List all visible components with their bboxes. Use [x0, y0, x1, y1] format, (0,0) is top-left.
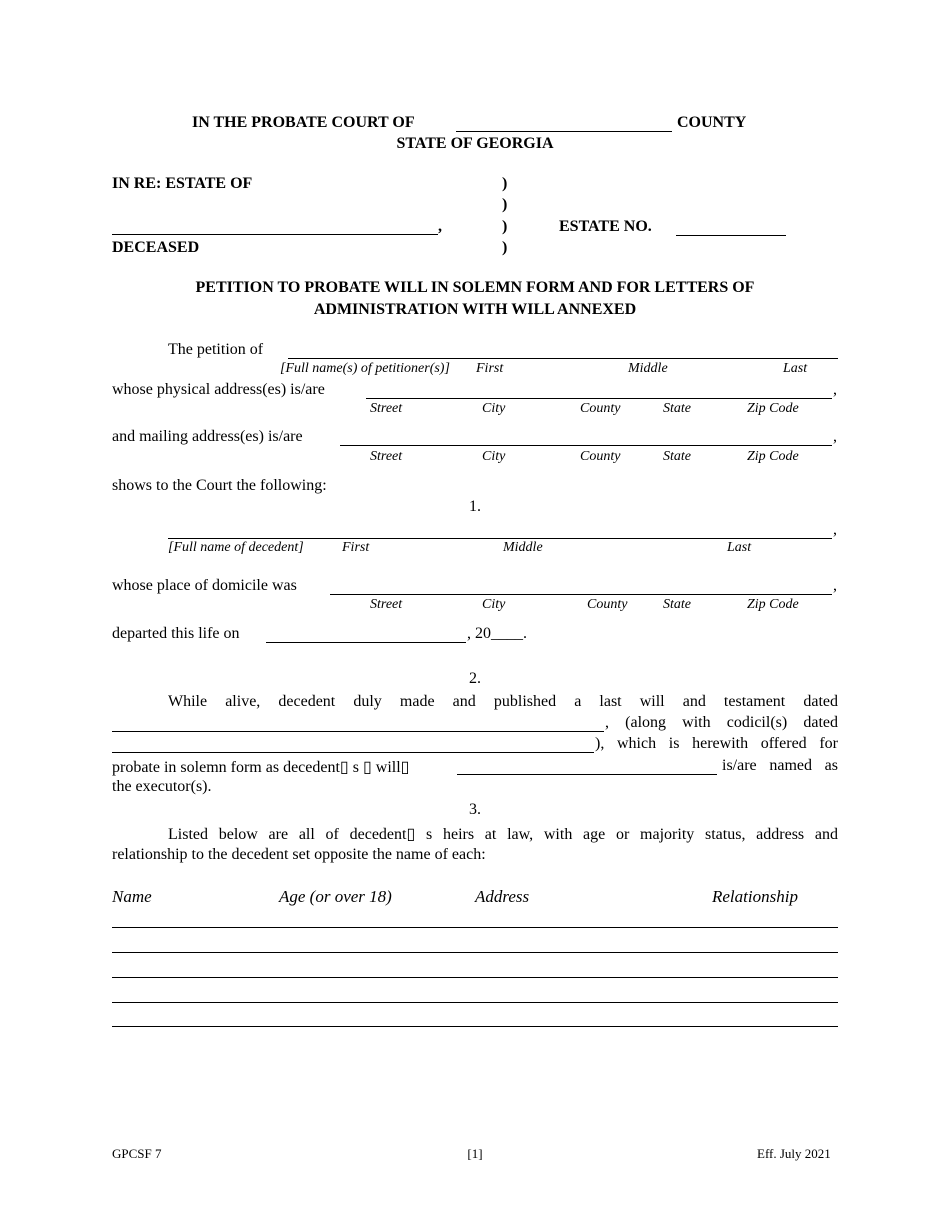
caption-paren: )	[502, 196, 508, 213]
physical-address-label: whose physical address(es) is/are	[112, 381, 325, 398]
state-label: STATE OF GEORGIA	[396, 135, 554, 152]
heirs-statement-line1: Listed below are all of decedent▯ s heirs at law, with age or majority status, address and	[168, 826, 838, 843]
in-re-label: IN RE: ESTATE OF	[112, 175, 253, 192]
deceased-label: DECEASED	[112, 239, 200, 256]
section-3-number: 3.	[469, 801, 481, 818]
city-hint: City	[482, 597, 506, 612]
heir-row-blank[interactable]	[112, 952, 838, 953]
col-name-header: Name	[112, 887, 152, 906]
county-blank[interactable]	[456, 131, 672, 132]
county-hint: County	[580, 449, 621, 464]
mailing-address-label: and mailing address(es) is/are	[112, 428, 303, 445]
comma: ,	[833, 521, 837, 538]
estate-no-label: ESTATE NO.	[559, 218, 652, 235]
city-hint: City	[482, 449, 506, 464]
decedent-name-blank[interactable]	[112, 234, 438, 235]
decedent-name-hint: [Full name of decedent]	[168, 540, 304, 555]
petitioner-middle-hint: Middle	[628, 361, 668, 376]
state-hint: State	[663, 597, 691, 612]
caption-paren: )	[502, 239, 508, 256]
petition-title-line2: ADMINISTRATION WITH WILL ANNEXED	[313, 301, 637, 318]
codicil-date-blank[interactable]	[112, 752, 594, 753]
heirs-statement-line2: relationship to the decedent set opposite the name of each:	[112, 846, 486, 863]
state-hint: State	[663, 401, 691, 416]
death-date-blank[interactable]	[266, 642, 466, 643]
decedent-full-name-blank[interactable]	[168, 538, 832, 539]
caption-paren: )	[502, 175, 508, 192]
will-date-blank[interactable]	[112, 731, 604, 732]
city-hint: City	[482, 401, 506, 416]
comma: ,	[833, 381, 837, 398]
zip-hint: Zip Code	[747, 401, 799, 416]
decedent-first-hint: First	[342, 540, 370, 555]
heir-row-blank[interactable]	[112, 1002, 838, 1003]
shows-label: shows to the Court the following:	[112, 477, 327, 494]
heir-row-blank[interactable]	[112, 977, 838, 978]
page-number: [1]	[467, 1146, 483, 1161]
heir-row-blank[interactable]	[112, 1026, 838, 1027]
col-relationship-header: Relationship	[712, 887, 798, 906]
decedent-middle-hint: Middle	[503, 540, 543, 555]
petitioner-first-hint: First	[476, 361, 504, 376]
death-year-label: , 20____.	[467, 625, 527, 642]
petition-of-label: The petition of	[168, 341, 264, 358]
caption-comma: ,	[438, 218, 442, 235]
petition-title-line1: PETITION TO PROBATE WILL IN SOLEMN FORM AND FOR LETTERS OF	[195, 279, 755, 296]
section-2-number: 2.	[469, 670, 481, 687]
petitioner-last-hint: Last	[783, 361, 808, 376]
domicile-blank[interactable]	[330, 594, 832, 595]
caption-paren: )	[502, 218, 508, 235]
zip-hint: Zip Code	[747, 449, 799, 464]
county-label: COUNTY	[677, 114, 747, 131]
petitioner-name-hint: [Full name(s) of petitioner(s)]	[280, 361, 450, 376]
probate-label: probate in solemn form as decedent▯ s ▯ will▯	[112, 759, 410, 776]
executor-label: the executor(s).	[112, 778, 212, 795]
county-hint: County	[580, 401, 621, 416]
street-hint: Street	[370, 449, 403, 464]
comma: ,	[833, 428, 837, 445]
col-age-header: Age (or over 18)	[279, 887, 392, 906]
court-label: IN THE PROBATE COURT OF	[192, 114, 415, 131]
offered-label: ), which is herewith offered for	[595, 735, 838, 752]
col-address-header: Address	[475, 887, 530, 906]
street-hint: Street	[370, 401, 403, 416]
street-hint: Street	[370, 597, 403, 612]
effective-date: Eff. July 2021	[757, 1146, 831, 1161]
comma: ,	[833, 577, 837, 594]
mailing-address-blank[interactable]	[340, 445, 832, 446]
departed-label: departed this life on	[112, 625, 240, 642]
petitioner-name-blank[interactable]	[288, 358, 838, 359]
decedent-last-hint: Last	[727, 540, 752, 555]
zip-hint: Zip Code	[747, 597, 799, 612]
section-1-number: 1.	[469, 498, 481, 515]
form-code: GPCSF 7	[112, 1146, 162, 1161]
named-as-label: is/are named as	[722, 757, 838, 774]
physical-address-blank[interactable]	[366, 398, 832, 399]
executor-name-blank[interactable]	[457, 774, 717, 775]
estate-no-blank[interactable]	[676, 235, 786, 236]
will-statement-line1: While alive, decedent duly made and published a last will and testament dated	[168, 693, 838, 710]
state-hint: State	[663, 449, 691, 464]
codicil-label: , (along with codicil(s) dated	[605, 714, 838, 731]
county-hint: County	[587, 597, 628, 612]
domicile-label: whose place of domicile was	[112, 577, 297, 594]
heir-row-blank[interactable]	[112, 927, 838, 928]
